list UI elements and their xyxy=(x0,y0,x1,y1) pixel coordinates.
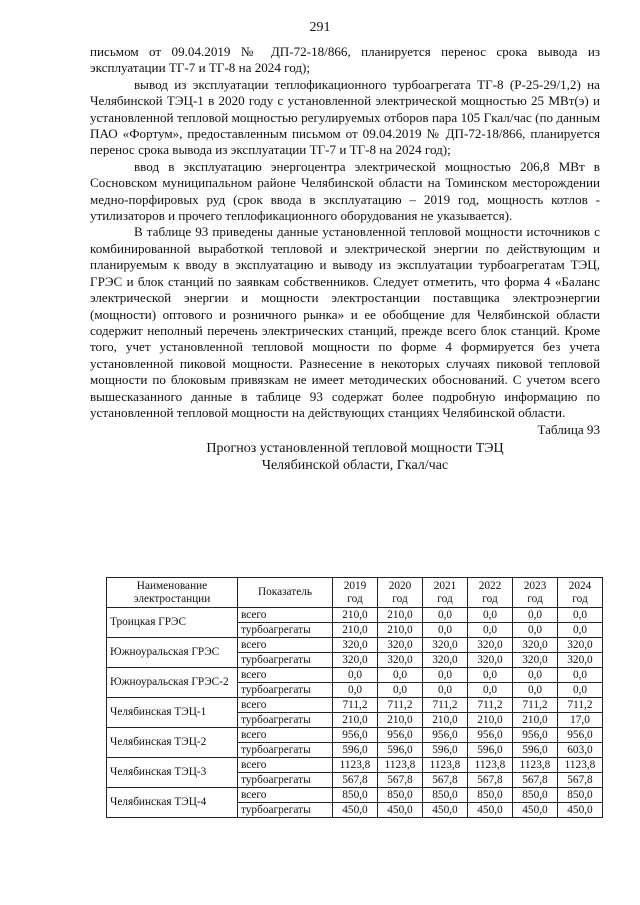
table-row xyxy=(107,608,603,623)
value-cell: 711,2 xyxy=(513,698,558,713)
year-unit: год xyxy=(572,592,588,605)
value-cell: 0,0 xyxy=(378,683,423,698)
value-cell: 0,0 xyxy=(333,683,378,698)
indicator-label: турбоагрегаты xyxy=(238,803,333,818)
value-cell: 320,0 xyxy=(558,653,603,668)
value-cell: 210,0 xyxy=(513,713,558,728)
value-cell: 0,0 xyxy=(423,668,468,683)
value-cell: 956,0 xyxy=(378,728,423,743)
paragraph: ввод в эксплуатацию энергоцентра электрической мощностью 206,8 МВт в Сосновском муниципальном районе Челябинской области на Томинском месторождении медно-порфировых руд (срок ввода в эксплуатацию – 2019 год, мощность котлов - утилизаторов и прочего теплофикационного оборудования не указывается). xyxy=(90,158,600,224)
value-cell: 320,0 xyxy=(378,638,423,653)
body-text xyxy=(90,44,600,474)
header-year xyxy=(423,578,468,608)
value-cell: 450,0 xyxy=(333,803,378,818)
header-year xyxy=(468,578,513,608)
station-name: Челябинская ТЭЦ-3 xyxy=(107,758,238,788)
indicator-label: турбоагрегаты xyxy=(238,623,333,638)
year-value: 2024 xyxy=(568,580,592,593)
paragraph: В таблице 93 приведены данные установленной тепловой мощности источников с комбинированной выработкой тепловой и электрической энергии по действующим и планируемым к вводу в эксплуатацию и выводу из эксплуатации турбоагрегатам ТЭЦ, ГРЭС и блок станций по заявкам собственников. Следует отметить, что форма 4 «Баланс электрической энергии и мощности электростанции поставщика электроэнергии (мощности) оптового и розничного рынка» и ее обобщение для Челябинской области содержит неполный перечень электрических станций, прежде всего блок станций. Кроме того, учет установленной тепловой мощности по форме 4 формируется без учета установленной пиковой мощности. Разнесение в некоторых случаях пиковой тепловой мощности по блоковым привязкам не имеет методических обоснований. С учетом всего вышесказанного данные в таблице 93 содержат более подробную информацию по установленной тепловой мощности на действующих станциях Челябинской области. xyxy=(90,224,600,420)
indicator-label: всего xyxy=(238,638,333,653)
year-value: 2022 xyxy=(478,580,502,593)
value-cell: 0,0 xyxy=(423,623,468,638)
table-title-line-1: Прогноз установленной тепловой мощности ТЭЦ xyxy=(206,440,504,456)
header-year xyxy=(558,578,603,608)
value-cell: 320,0 xyxy=(333,638,378,653)
paragraph: письмом от 09.04.2019 № ДП-72-18/866, планируется перенос срока вывода из эксплуатации ТГ-7 и ТГ-8 на 2024 год); xyxy=(90,44,600,76)
header-year xyxy=(513,578,558,608)
header-year xyxy=(333,578,378,608)
value-cell: 210,0 xyxy=(378,608,423,623)
value-cell: 1123,8 xyxy=(333,758,378,773)
value-cell: 596,0 xyxy=(333,743,378,758)
capacity-table xyxy=(106,577,603,818)
year-value: 2019 xyxy=(343,580,367,593)
value-cell: 603,0 xyxy=(558,743,603,758)
value-cell: 596,0 xyxy=(378,743,423,758)
station-name: Южноуральская ГРЭС xyxy=(107,638,238,668)
value-cell: 567,8 xyxy=(423,773,468,788)
table-row xyxy=(107,698,603,713)
table-row xyxy=(107,668,603,683)
value-cell: 711,2 xyxy=(423,698,468,713)
station-name: Южноуральская ГРЭС-2 xyxy=(107,668,238,698)
value-cell: 210,0 xyxy=(423,713,468,728)
value-cell: 567,8 xyxy=(333,773,378,788)
value-cell: 0,0 xyxy=(513,608,558,623)
paragraphs xyxy=(90,44,600,421)
value-cell: 210,0 xyxy=(468,713,513,728)
value-cell: 0,0 xyxy=(468,683,513,698)
value-cell: 210,0 xyxy=(333,608,378,623)
value-cell: 320,0 xyxy=(513,638,558,653)
value-cell: 0,0 xyxy=(558,623,603,638)
indicator-label: всего xyxy=(238,758,333,773)
year-value: 2020 xyxy=(388,580,412,593)
table-row xyxy=(107,638,603,653)
value-cell: 0,0 xyxy=(558,683,603,698)
value-cell: 596,0 xyxy=(513,743,558,758)
value-cell: 567,8 xyxy=(513,773,558,788)
value-cell: 17,0 xyxy=(558,713,603,728)
value-cell: 210,0 xyxy=(333,713,378,728)
indicator-label: турбоагрегаты xyxy=(238,653,333,668)
value-cell: 596,0 xyxy=(468,743,513,758)
value-cell: 0,0 xyxy=(333,668,378,683)
value-cell: 0,0 xyxy=(423,608,468,623)
value-cell: 567,8 xyxy=(378,773,423,788)
indicator-label: всего xyxy=(238,608,333,623)
station-name: Челябинская ТЭЦ-4 xyxy=(107,788,238,818)
value-cell: 1123,8 xyxy=(468,758,513,773)
value-cell: 850,0 xyxy=(468,788,513,803)
value-cell: 956,0 xyxy=(468,728,513,743)
value-cell: 1123,8 xyxy=(378,758,423,773)
value-cell: 210,0 xyxy=(333,623,378,638)
value-cell: 0,0 xyxy=(513,623,558,638)
value-cell: 0,0 xyxy=(558,668,603,683)
header-year xyxy=(378,578,423,608)
value-cell: 711,2 xyxy=(333,698,378,713)
value-cell: 0,0 xyxy=(423,683,468,698)
header-row xyxy=(107,578,603,608)
value-cell: 711,2 xyxy=(378,698,423,713)
table-row xyxy=(107,758,603,773)
value-cell: 711,2 xyxy=(468,698,513,713)
value-cell: 450,0 xyxy=(513,803,558,818)
year-unit: год xyxy=(527,592,543,605)
value-cell: 0,0 xyxy=(468,608,513,623)
value-cell: 320,0 xyxy=(558,638,603,653)
table-row xyxy=(107,728,603,743)
value-cell: 567,8 xyxy=(468,773,513,788)
indicator-label: турбоагрегаты xyxy=(238,683,333,698)
value-cell: 850,0 xyxy=(558,788,603,803)
table-title xyxy=(110,440,600,474)
indicator-label: турбоагрегаты xyxy=(238,713,333,728)
indicator-label: турбоагрегаты xyxy=(238,773,333,788)
value-cell: 0,0 xyxy=(468,668,513,683)
value-cell: 320,0 xyxy=(468,638,513,653)
station-name: Челябинская ТЭЦ-1 xyxy=(107,698,238,728)
table-title-line-2: Челябинской области, Гкал/час xyxy=(261,457,449,473)
value-cell: 1123,8 xyxy=(558,758,603,773)
indicator-label: всего xyxy=(238,668,333,683)
value-cell: 450,0 xyxy=(378,803,423,818)
value-cell: 850,0 xyxy=(333,788,378,803)
value-cell: 711,2 xyxy=(558,698,603,713)
value-cell: 956,0 xyxy=(513,728,558,743)
value-cell: 320,0 xyxy=(378,653,423,668)
indicator-label: всего xyxy=(238,698,333,713)
value-cell: 1123,8 xyxy=(423,758,468,773)
value-cell: 320,0 xyxy=(423,638,468,653)
value-cell: 567,8 xyxy=(558,773,603,788)
year-unit: год xyxy=(392,592,408,605)
value-cell: 450,0 xyxy=(468,803,513,818)
value-cell: 0,0 xyxy=(468,623,513,638)
value-cell: 956,0 xyxy=(423,728,468,743)
value-cell: 956,0 xyxy=(558,728,603,743)
station-name: Челябинская ТЭЦ-2 xyxy=(107,728,238,758)
year-unit: год xyxy=(347,592,363,605)
value-cell: 0,0 xyxy=(513,683,558,698)
indicator-label: турбоагрегаты xyxy=(238,743,333,758)
page-number: 291 xyxy=(309,20,331,35)
year-value: 2021 xyxy=(433,580,457,593)
header-indicator: Показатель xyxy=(238,578,333,608)
value-cell: 956,0 xyxy=(333,728,378,743)
value-cell: 850,0 xyxy=(423,788,468,803)
indicator-label: всего xyxy=(238,728,333,743)
table-header xyxy=(107,578,603,608)
value-cell: 450,0 xyxy=(558,803,603,818)
value-cell: 0,0 xyxy=(513,668,558,683)
year-value: 2023 xyxy=(523,580,547,593)
value-cell: 850,0 xyxy=(378,788,423,803)
table-number: Таблица 93 xyxy=(537,422,600,438)
station-name: Троицкая ГРЭС xyxy=(107,608,238,638)
header-station: Наименование электростанции xyxy=(107,578,238,608)
paragraph: вывод из эксплуатации теплофикационного турбоагрегата ТГ-8 (Р-25-29/1,2) на Челябинской ТЭЦ-1 в 2020 году с установленной электрической мощностью 25 МВт(э) и установленной тепловой мощностью регулируемых отборов пара 105 Гкал/час (по данным ПАО «Фортум», предоставленным письмом от 09.04.2019 № ДП-72-18/866, планируется перенос срока вывода из эксплуатации ТГ-7 и ТГ-8 на 2024 год); xyxy=(90,76,600,158)
value-cell: 1123,8 xyxy=(513,758,558,773)
year-unit: год xyxy=(482,592,498,605)
table-row xyxy=(107,788,603,803)
value-cell: 210,0 xyxy=(378,713,423,728)
year-unit: год xyxy=(437,592,453,605)
value-cell: 0,0 xyxy=(378,668,423,683)
value-cell: 320,0 xyxy=(333,653,378,668)
value-cell: 0,0 xyxy=(558,608,603,623)
value-cell: 596,0 xyxy=(423,743,468,758)
value-cell: 450,0 xyxy=(423,803,468,818)
value-cell: 320,0 xyxy=(513,653,558,668)
table-body xyxy=(107,608,603,818)
value-cell: 320,0 xyxy=(468,653,513,668)
indicator-label: всего xyxy=(238,788,333,803)
value-cell: 320,0 xyxy=(423,653,468,668)
value-cell: 210,0 xyxy=(378,623,423,638)
value-cell: 850,0 xyxy=(513,788,558,803)
